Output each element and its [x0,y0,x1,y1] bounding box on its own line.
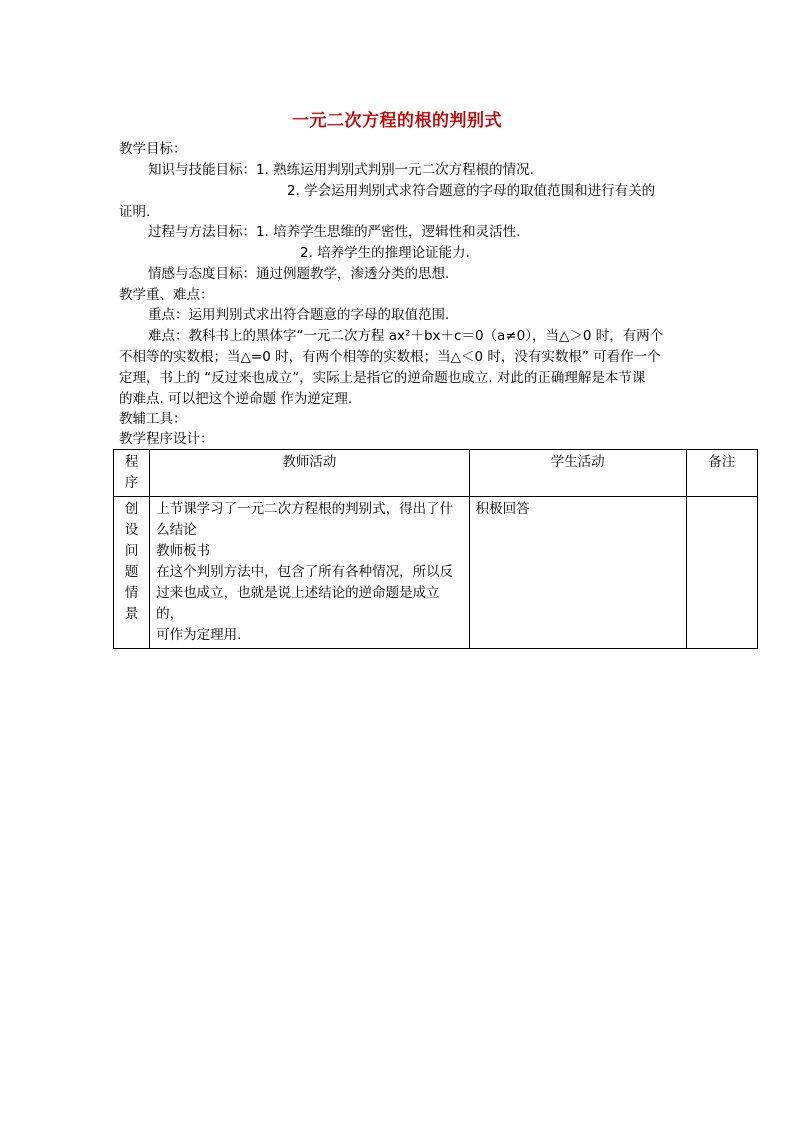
procedure-char: 景 [124,606,139,622]
header-procedure-char: 序 [124,475,139,491]
header-teacher-activity: 教师活动 [150,450,469,497]
tools-heading: 教辅工具： [119,411,187,427]
difficulty-line-1: 难点：教科书上的黑体字“一元二次方程 ax²＋bx＋c＝0（a≠0），当△＞0 时，有两个 [148,328,664,344]
document-title: 一元二次方程的根的判别式 [292,111,502,131]
cell-student-activity: 积极回答 [469,497,686,649]
header-notes: 备注 [686,450,757,497]
table-row [114,497,758,649]
cell-procedure [114,497,150,649]
cell-notes [686,497,757,649]
teacher-activity-line: 在这个判别方法中，包含了所有各种情况，所以反 [156,564,454,580]
procedure-char: 情 [124,585,139,601]
difficulty-line-3: 定理，书上的 “反过来也成立”，实际上是指它的逆命题也成立. 对此的正确理解是本节课 [119,370,646,386]
header-procedure-char: 程 [124,454,139,470]
teacher-activity-line: 可作为定理用. [156,627,242,643]
objectives-heading: 教学目标： [119,141,187,157]
table-header-row [114,450,758,497]
knowledge-objective-1: 知识与技能目标：1. 熟练运用判别式判别一元二次方程根的情况. [148,162,534,178]
procedure-char: 题 [124,564,139,580]
teacher-activity-line: 么结论 [156,522,197,538]
key-point: 重点：运用判别式求出符合题意的字母的取值范围. [148,307,450,323]
difficulty-line-4: 的难点. 可以把这个逆命题 作为逆定理. [119,391,353,407]
process-objective-1: 过程与方法目标：1. 培养学生思维的严密性，逻辑性和灵活性. [148,224,521,240]
procedure-table [113,449,758,649]
teacher-activity-line: 上节课学习了一元二次方程根的判别式，得出了什 [156,501,454,517]
teacher-activity-line: 过来也成立，也就是说上述结论的逆命题是成立的， [156,585,440,622]
emotion-objective: 情感与态度目标：通过例题教学，渗透分类的思想. [148,266,450,282]
header-student-activity: 学生活动 [469,450,686,497]
key-points-heading: 教学重、难点： [119,287,214,303]
procedure-heading: 教学程序设计： [119,431,214,447]
process-objective-2: 2. 培养学生的推理论证能力. [300,245,470,261]
knowledge-objective-2-cont: 证明. [119,204,151,220]
procedure-char: 设 [124,522,139,538]
knowledge-objective-2: 2. 学会运用判别式求符合题意的字母的取值范围和进行有关的 [287,183,656,199]
difficulty-line-2: 不相等的实数根；当△=0 时，有两个相等的实数根；当△＜0 时，没有实数根” 可看作一个 [119,349,661,365]
cell-teacher-activity [150,497,469,649]
header-procedure [114,450,150,497]
procedure-char: 问 [124,543,139,559]
procedure-char: 创 [124,501,139,517]
teacher-activity-line: 教师板书 [156,543,211,559]
